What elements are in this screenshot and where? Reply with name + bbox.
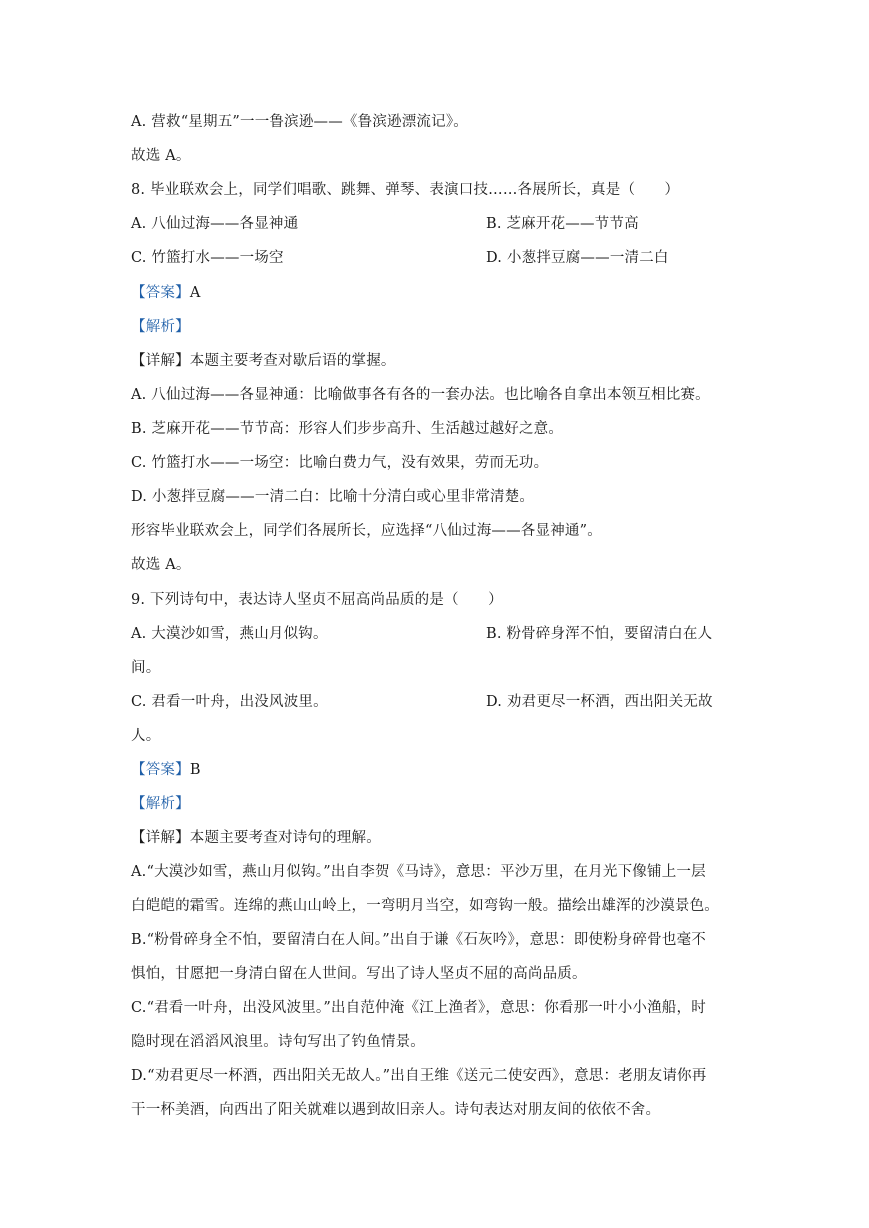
q9-answer	[131, 760, 201, 780]
q9-explanation-line: B.“粉骨碎身全不怕，要留清白在人间。”出自于谦《石灰吟》，意思：即使粉身碎骨也毫不	[131, 932, 706, 948]
q9-option-b-line1: B. 粉骨碎身浑不怕，要留清白在人	[486, 626, 713, 642]
q8-conclusion: 故选 A。	[131, 557, 191, 573]
q8-explanation-d: D. 小葱拌豆腐——一清二白：比喻十分清白或心里非常清楚。	[131, 489, 535, 505]
q9-option-d-line1: D. 劝君更尽一杯酒，西出阳关无故	[486, 694, 713, 710]
q9-explanation-line: 白皑皑的霜雪。连绵的燕山山岭上，一弯明月当空，如弯钩一般。描绘出雄浑的沙漠景色。	[131, 898, 719, 914]
q8-analysis-tag: 【解析】	[131, 319, 190, 335]
prev-conclusion: 故选 A。	[131, 148, 191, 164]
q8-answer-value: A	[189, 285, 201, 301]
q8-answer-tag: 【答案】	[131, 285, 190, 301]
q9-explanation-line: A.“大漠沙如雪，燕山月似钩。”出自李贺《马诗》，意思：平沙万里，在月光下像铺上一层	[131, 864, 706, 880]
q8-summary: 形容毕业联欢会上，同学们各展所长，应选择“八仙过海——各显神通”。	[131, 523, 602, 539]
q8-option-c: C. 竹篮打水——一场空	[131, 250, 284, 266]
q9-detail: 【详解】本题主要考查对诗句的理解。	[131, 830, 381, 846]
q9-analysis-tag: 【解析】	[131, 796, 190, 812]
q8-explanation-a: A. 八仙过海——各显神通：比喻做事各有各的一套办法。也比喻各自拿出本领互相比赛。	[131, 387, 710, 403]
q8-explanation-c: C. 竹篮打水——一场空：比喻白费力气，没有效果，劳而无功。	[131, 455, 549, 471]
q8-stem: 8. 毕业联欢会上，同学们唱歌、跳舞、弹琴、表演口技……各展所长，真是（ ）	[131, 182, 680, 198]
q9-option-a: A. 大漠沙如雪，燕山月似钩。	[131, 626, 328, 642]
q9-answer-value: B	[189, 762, 201, 778]
q8-detail: 【详解】本题主要考查对歇后语的掌握。	[131, 353, 396, 369]
q9-option-d-line2: 人。	[131, 728, 161, 744]
q8-explanation-b: B. 芝麻开花——节节高：形容人们步步高升、生活越过越好之意。	[131, 421, 564, 437]
q9-explanation-line: 隐时现在滔滔风浪里。诗句写出了钓鱼情景。	[131, 1034, 425, 1050]
q9-option-b-line2: 间。	[131, 660, 161, 676]
q9-explanation-line: C.“君看一叶舟，出没风波里。”出自范仲淹《江上渔者》，意思：你看那一叶小小渔船，时	[131, 1000, 706, 1016]
q9-stem: 9. 下列诗句中，表达诗人坚贞不屈高尚品质的是（ ）	[131, 592, 503, 608]
q8-answer	[131, 283, 200, 303]
prev-option-a: A. 营救“星期五”一一鲁滨逊——《鲁滨逊漂流记》。	[131, 114, 468, 130]
q8-option-b: B. 芝麻开花——节节高	[486, 216, 639, 232]
q8-option-a: A. 八仙过海——各显神通	[131, 216, 299, 232]
q9-explanation-line: 干一杯美酒，向西出了阳关就难以遇到故旧亲人。诗句表达对朋友间的依依不舍。	[131, 1102, 661, 1118]
q9-option-c: C. 君看一叶舟，出没风波里。	[131, 694, 328, 710]
q9-explanation-line: D.“劝君更尽一杯酒，西出阳关无故人。”出自王维《送元二使安西》，意思：老朋友请你再	[131, 1068, 707, 1084]
q9-explanation-line: 惧怕，甘愿把一身清白留在人世间。写出了诗人坚贞不屈的高尚品质。	[131, 966, 587, 982]
q8-option-d: D. 小葱拌豆腐——一清二白	[486, 250, 669, 266]
q9-answer-tag: 【答案】	[131, 762, 190, 778]
